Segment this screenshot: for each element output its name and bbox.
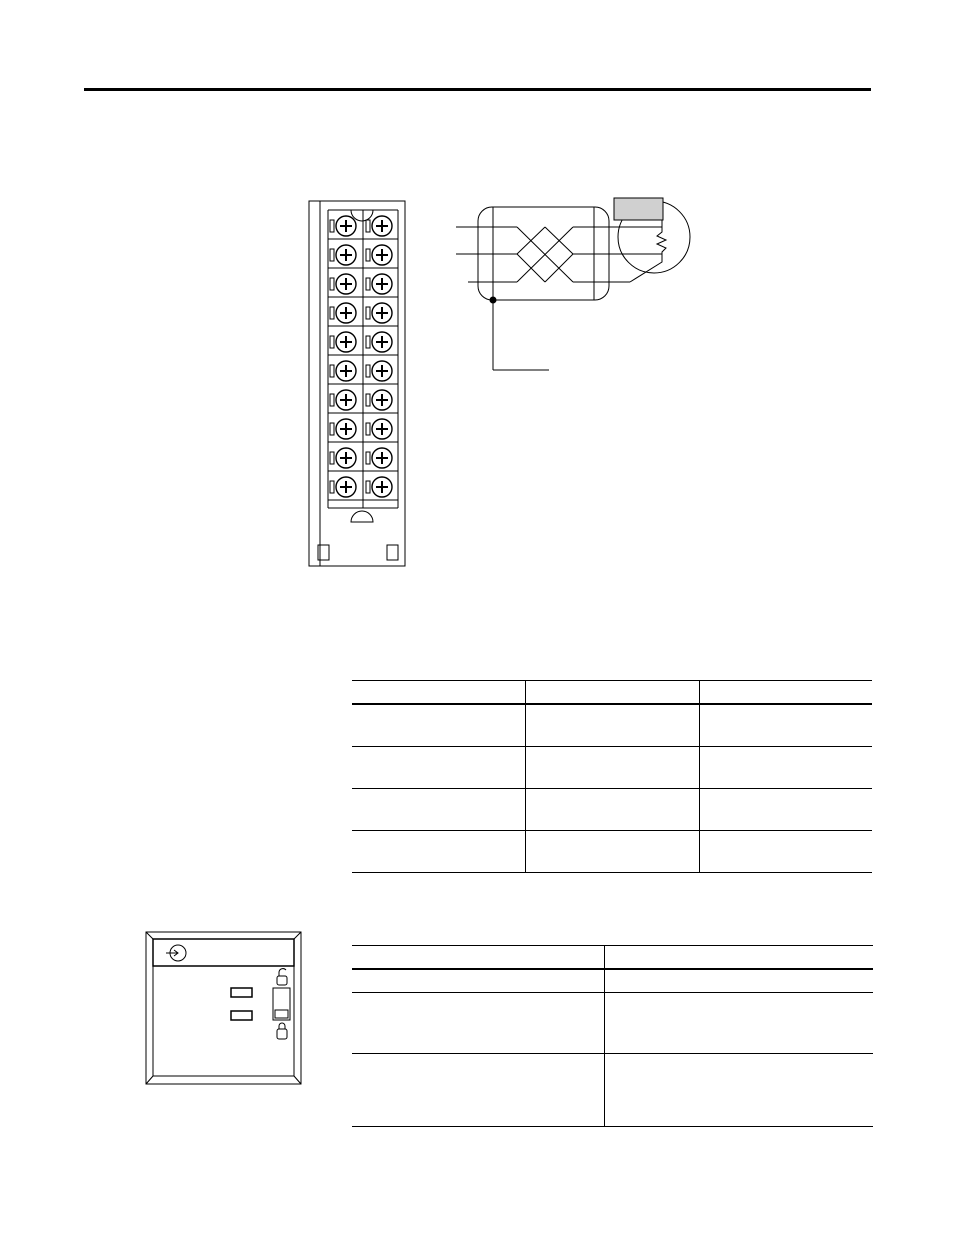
switch-icon (273, 988, 290, 1020)
table-row (352, 993, 873, 1054)
table-cell (605, 946, 874, 970)
table-cell (352, 993, 605, 1054)
table-2 (352, 945, 873, 1127)
table-cell (352, 1054, 605, 1127)
lock-closed-icon (277, 1023, 287, 1039)
table-row (352, 946, 873, 970)
lock-open-icon (277, 969, 287, 985)
table-row (352, 1054, 873, 1127)
table-cell (605, 1054, 874, 1127)
table-cell (605, 993, 874, 1054)
table-cell (352, 969, 605, 993)
table-row (352, 969, 873, 993)
table-cell (352, 946, 605, 970)
arrow-circle-icon (166, 945, 186, 961)
table-cell (605, 969, 874, 993)
